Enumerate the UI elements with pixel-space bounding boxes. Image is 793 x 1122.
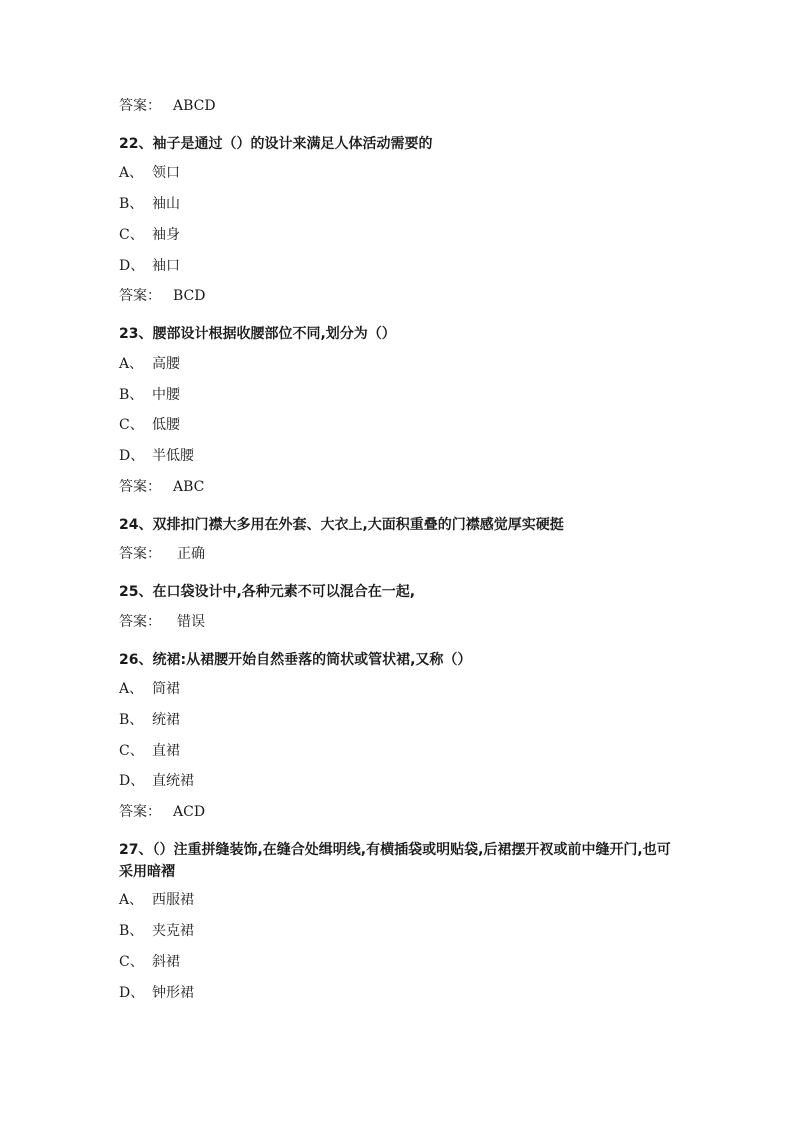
question-26	[119, 649, 679, 671]
option-text: 高腰	[152, 356, 180, 372]
option-23-d	[119, 447, 194, 465]
option-27-d	[119, 984, 194, 1002]
question-number: 22、	[119, 136, 153, 152]
question-24	[119, 514, 679, 536]
option-letter: D、	[119, 773, 145, 789]
answer-line-21	[119, 97, 216, 115]
option-letter: B、	[119, 712, 144, 728]
option-22-d	[119, 257, 180, 275]
answer-line-22	[119, 287, 205, 305]
option-letter: C、	[119, 954, 144, 970]
question-22	[119, 133, 679, 155]
question-text: （）注重拼缝装饰,在缝合处缉明线,有横插袋或明贴袋,后裙摆开衩或前中缝开门,也可采用暗褶	[119, 842, 671, 880]
answer-label: 答案：	[119, 546, 161, 562]
option-text: 直裙	[152, 743, 180, 759]
option-text: 统裙	[152, 712, 180, 728]
answer-label: 答案：	[119, 479, 161, 495]
answer-line-25	[119, 613, 205, 631]
answer-value: ACD	[173, 804, 206, 820]
option-26-d	[119, 772, 194, 790]
option-letter: C、	[119, 227, 144, 243]
option-letter: B、	[119, 196, 144, 212]
option-27-a	[119, 891, 194, 909]
option-23-c	[119, 416, 180, 434]
answer-label: 答案：	[119, 614, 161, 630]
answer-value: ABC	[173, 479, 205, 495]
option-text: 夹克裙	[152, 923, 194, 939]
option-letter: A、	[119, 892, 144, 908]
option-text: 袖山	[152, 196, 180, 212]
option-text: 钟形裙	[152, 985, 194, 1001]
option-letter: D、	[119, 258, 145, 274]
question-text: 统裙:从裙腰开始自然垂落的筒状或管状裙,又称（）	[152, 652, 472, 668]
answer-value: 错误	[177, 614, 205, 630]
option-26-a	[119, 680, 180, 698]
option-letter: A、	[119, 681, 144, 697]
option-letter: A、	[119, 165, 144, 181]
question-text: 在口袋设计中,各种元素不可以混合在一起,	[152, 584, 416, 600]
option-letter: B、	[119, 387, 144, 403]
option-22-a	[119, 164, 180, 182]
option-text: 袖口	[152, 258, 180, 274]
question-number: 25、	[119, 584, 153, 600]
option-letter: B、	[119, 923, 144, 939]
question-number: 26、	[119, 652, 153, 668]
option-text: 低腰	[152, 417, 180, 433]
option-text: 筒裙	[152, 681, 180, 697]
answer-value: BCD	[173, 288, 206, 304]
question-23	[119, 323, 679, 345]
option-27-b	[119, 922, 194, 940]
question-number: 24、	[119, 517, 153, 533]
option-letter: C、	[119, 743, 144, 759]
option-text: 领口	[152, 165, 180, 181]
answer-line-26	[119, 803, 205, 821]
question-text: 腰部设计根据收腰部位不同,划分为（）	[152, 326, 396, 342]
question-27	[119, 839, 679, 883]
option-23-a	[119, 355, 180, 373]
question-25	[119, 581, 679, 603]
option-22-b	[119, 195, 180, 213]
answer-label: 答案：	[119, 98, 161, 114]
answer-line-24	[119, 545, 205, 563]
answer-line-23	[119, 478, 204, 496]
option-text: 直统裙	[152, 773, 194, 789]
answer-value: ABCD	[173, 98, 216, 114]
answer-label: 答案：	[119, 804, 161, 820]
question-number: 23、	[119, 326, 153, 342]
option-text: 西服裙	[152, 892, 194, 908]
answer-value: 正确	[177, 546, 205, 562]
option-letter: D、	[119, 985, 145, 1001]
option-letter: D、	[119, 448, 145, 464]
option-text: 中腰	[152, 387, 180, 403]
option-letter: A、	[119, 356, 144, 372]
question-text: 袖子是通过（）的设计来满足人体活动需要的	[152, 136, 433, 152]
question-number: 27、	[119, 842, 153, 858]
option-26-c	[119, 742, 180, 760]
answer-label: 答案：	[119, 288, 161, 304]
option-text: 袖身	[152, 227, 180, 243]
option-22-c	[119, 226, 180, 244]
option-23-b	[119, 386, 180, 404]
option-26-b	[119, 711, 180, 729]
option-letter: C、	[119, 417, 144, 433]
option-text: 斜裙	[152, 954, 180, 970]
option-27-c	[119, 953, 180, 971]
question-text: 双排扣门襟大多用在外套、大衣上,大面积重叠的门襟感觉厚实硬挺	[152, 517, 564, 533]
option-text: 半低腰	[152, 448, 194, 464]
